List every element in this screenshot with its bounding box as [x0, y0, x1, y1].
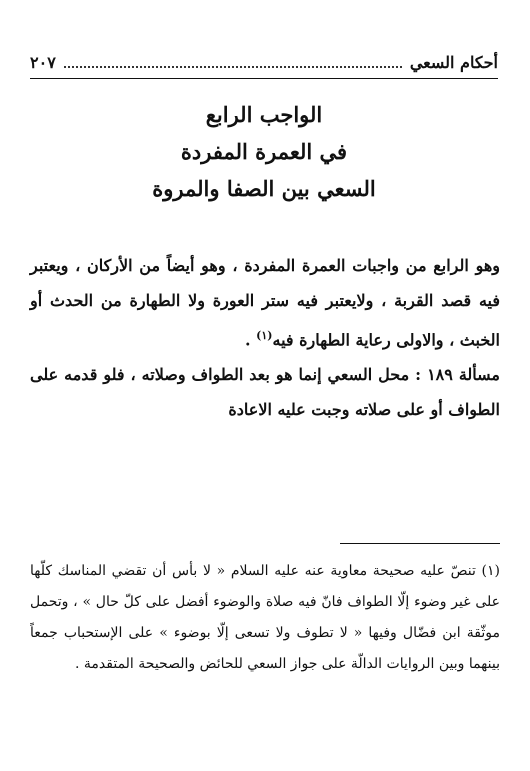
paragraph-1-end: .: [245, 330, 257, 350]
footnote-rule: [340, 543, 500, 544]
issue-label: مسألة ١٨٩: [427, 365, 500, 385]
heading-line-3: السعي بين الصفا والمروة: [152, 176, 376, 201]
paragraph-issue: [30, 357, 500, 427]
issue-text: : محل السعي إنما هو بعد الطواف وصلاته ، فلو قدمه على الطواف أو على صلاته وجبت عليه الاعادة: [30, 365, 500, 420]
running-header-title: أحكام السعي: [409, 53, 498, 72]
footnote-reference: (١): [256, 329, 273, 342]
body-text: [30, 248, 500, 427]
heading-line-2: في العمرة المفردة: [180, 139, 348, 164]
chapter-headings: [30, 96, 498, 207]
footnote: (١) تنصّ عليه صحيحة معاوية عنه عليه السلام « لا بأس أن تقضي المناسك كلّها على غير وضوء إلّا الطواف فانّ فيه صلاة والوضوء أفضل على كلّ حال » ، وتحمل موثّقة ابن فضّال وفيها « لا تطوف ولا تسعى إلّا بوضوء » على الإستحباب جمعاً بينهما وبين الروايات الدالّة على جواز السعي للحائض والصحيحة المتقدمة .: [30, 563, 500, 672]
paragraph-1-text: وهو الرابع من واجبات العمرة المفردة ، وهو أيضاً من الأركان ، ويعتبر فيه قصد القربة ، ولايعتبر فيه ستر العورة ولا الطهارة من الحدث أو الخبث ، والاولى رعاية الطهارة فيه: [30, 256, 500, 350]
running-header: [30, 50, 498, 72]
header-dot-leader: [64, 66, 402, 68]
paragraph-1: [30, 248, 500, 357]
heading-line-1: الواجب الرابع: [205, 102, 323, 127]
page-number: ٢٠٧: [30, 53, 56, 72]
header-rule: [30, 78, 498, 79]
